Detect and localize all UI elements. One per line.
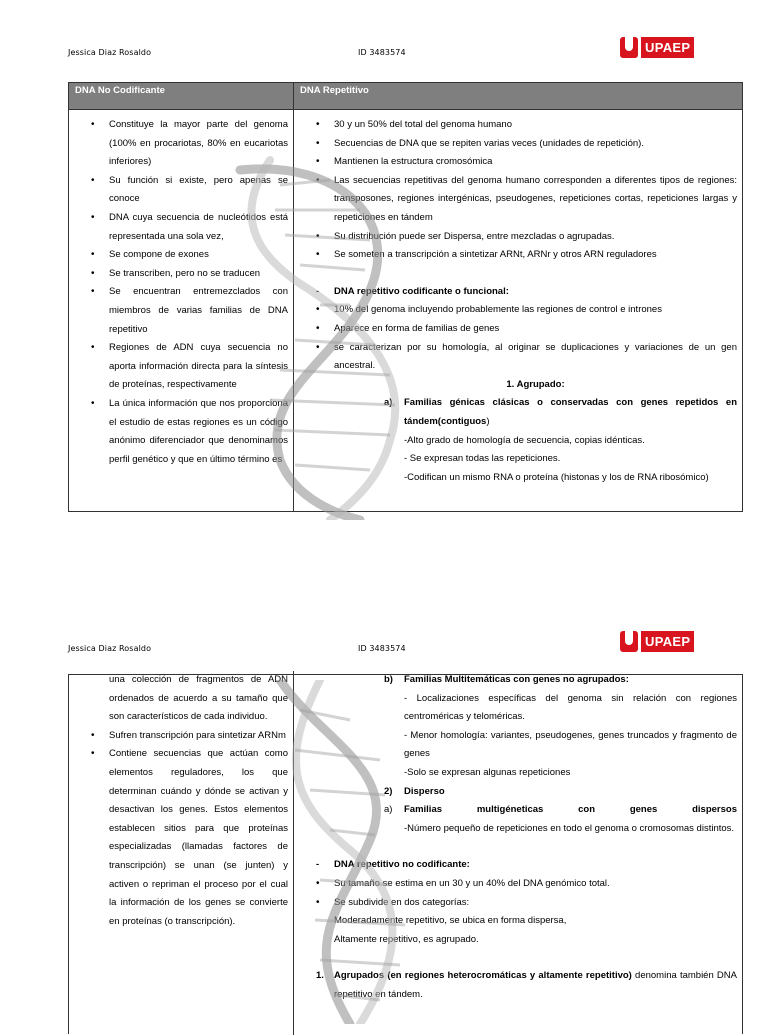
col-no-codificante — [69, 671, 294, 1035]
header-dna-no-codificante: DNA No Codificante — [69, 83, 294, 109]
list-item: • se caracterizan por su homología, al originar se duplicaciones y variaciones de un gen ancestral. — [294, 339, 737, 376]
author-name: Jessica Diaz Rosaldo — [68, 644, 152, 653]
list-item: • Su tamaño se estima en un 30 y un 40% del DNA genómico total. — [294, 875, 737, 894]
family-a-title: a) Familias génicas clásicas o conservadas con genes repetidos en tándem(contiguos) — [384, 397, 737, 427]
col-no-codificante — [69, 110, 294, 512]
col-repetitivo — [294, 671, 742, 1035]
list-item: • DNA cuya secuencia de nucleótidos está representada una sola vez, — [69, 209, 288, 246]
list-item: • Aparece en forma de familias de genes — [294, 320, 737, 339]
family-a-line: -Codifican un mismo RNA o proteína (histonas y los de RNA ribosómico) — [404, 471, 709, 483]
student-id: ID 3483574 — [358, 644, 406, 653]
table-body — [69, 110, 742, 512]
family-a-line: -Alto grado de homología de secuencia, copias idénticas. — [404, 434, 645, 446]
upaep-logo: UPAEP — [620, 630, 694, 652]
col-repetitivo — [294, 110, 742, 512]
list-item: • Secuencias de DNA que se repiten varias veces (unidades de repetición). — [294, 135, 737, 154]
list-item: • Contiene secuencias que actúan como elementos reguladores, los que determinan cuándo y dónde se activan y desactivan los genes. Estos elementos establecen sitios para que proteínas especializadas (llamadas factores de transcripción) se unan (se junten) y activen o repriman el proceso por el cual la información de los genes se convierte en proteínas (o transcripción). — [69, 745, 288, 931]
list-item: • Su función si existe, pero apenas se conoce — [69, 172, 288, 209]
family-b-line: -Solo se expresan algunas repeticiones — [404, 766, 571, 778]
list-item: • Las secuencias repetitivas del genoma humano corresponden a diferentes tipos de regiones: transposones, regiones intergénicas, pseudogenes, repeticiones cortas, repeticiones largas y repeticiones en tándem — [294, 172, 737, 228]
noncoding-line: Moderadamente repetitivo, se ubica en forma dispersa, — [334, 915, 567, 927]
disperse-title: 2) Disperso — [384, 785, 445, 797]
comparison-table — [68, 82, 743, 512]
continued-text: una colección de fragmentos de ADN ordenados de acuerdo a su tamaño que son característicos de cada individuo. — [109, 674, 288, 723]
table-body — [69, 675, 742, 1035]
list-item: • Constituye la mayor parte del genoma (100% en procariotas, 80% en eucariotas inferiores) — [69, 116, 288, 172]
comparison-table-continued — [68, 674, 743, 1034]
upaep-logo: UPAEP — [620, 36, 694, 58]
multigenic-title: a) Familias multigéneticas con genes dispersos — [384, 804, 737, 816]
item-1: 1. Agrupados (en regiones heterocromáticas y altamente repetitivo) denomina también DNA repetitivo en tándem. — [316, 970, 737, 1000]
list-item: • Se subdivide en dos categorías: — [294, 894, 737, 913]
family-b-title: b) Familias Multitemáticas con genes no agrupados: — [384, 674, 629, 685]
list-item: • Se compone de exones — [69, 246, 288, 265]
list-item: • Se encuentran entremezclados con miembros de varias familias de DNA repetitivo — [69, 283, 288, 339]
noncoding-line: Altamente repetitivo, es agrupado. — [334, 933, 479, 945]
section-title-functional: - DNA repetitivo codificante o funcional: — [316, 285, 509, 297]
list-item: • Su distribución puede ser Dispersa, entre mezcladas o agrupadas. — [294, 228, 737, 247]
list-item: • Regiones de ADN cuya secuencia no aporta información directa para la síntesis de proteínas, respectivamente — [69, 339, 288, 395]
family-b-line: - Localizaciones específicas del genoma sin relación con regiones centroméricas y teloméricas. — [404, 692, 737, 723]
grouped-title: 1. Agrupado: — [506, 378, 565, 390]
list-item: • Sufren transcripción para sintetizar ARNm — [69, 727, 288, 746]
list-item: • 30 y un 50% del total del genoma humano — [294, 116, 737, 135]
page-2 — [0, 620, 768, 1024]
list-item: • Mantienen la estructura cromosómica — [294, 153, 737, 172]
list-item: • Se transcriben, pero no se traducen — [69, 265, 288, 284]
multigenic-line: -Número pequeño de repeticiones en todo el genoma o cromosomas distintos. — [404, 822, 735, 834]
list-item: • La única información que nos proporciona el estudio de estas regiones es un código anónimo diferenciador que denominamos perfil genético y que en último término es — [69, 395, 288, 469]
student-id: ID 3483574 — [358, 48, 406, 57]
header-dna-repetitivo: DNA Repetitivo — [300, 85, 369, 96]
u-logo-icon — [620, 631, 638, 652]
family-b-line: - Menor homología: variantes, pseudogenes, genes truncados y fragmento de genes — [404, 729, 737, 760]
table-header — [69, 83, 742, 110]
family-a-line: - Se expresan todas las repeticiones. — [404, 453, 561, 465]
author-name: Jessica Diaz Rosaldo — [68, 48, 152, 57]
list-item: • 10% del genoma incluyendo probablemente las regiones de control e intrones — [294, 301, 737, 320]
u-logo-icon — [620, 37, 638, 58]
list-item: • Se someten a transcripción a sintetizar ARNt, ARNr y otros ARN reguladores — [294, 246, 737, 265]
section-title-noncoding: - DNA repetitivo no codificante: — [316, 859, 470, 871]
